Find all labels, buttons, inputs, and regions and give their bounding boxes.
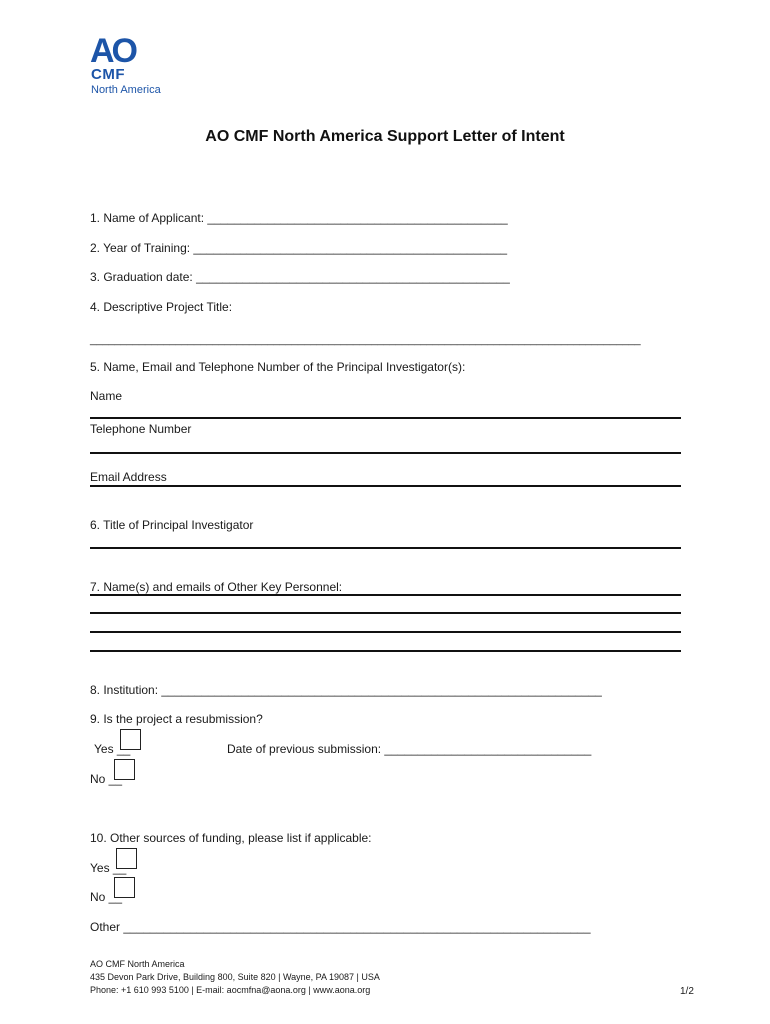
resubmission-yes-label: Yes __ [94, 742, 131, 756]
project-title-field[interactable]: __________________________________________________________________________________________ [90, 334, 641, 346]
previous-submission-date-field[interactable]: Date of previous submission: _______________________________ [227, 742, 592, 756]
page-title: AO CMF North America Support Letter of Intent [205, 128, 565, 145]
key-personnel-line[interactable] [90, 594, 681, 596]
other-funding-label: 10. Other sources of funding, please list if applicable: [90, 831, 372, 845]
institution-field[interactable]: 8. Institution: __________________________________________________________________ [90, 683, 602, 697]
ao-cmf-logo [90, 32, 210, 100]
resubmission-no-label: No __ [90, 772, 123, 786]
year-of-training-field[interactable]: 2. Year of Training: _______________________________________________ [90, 241, 508, 255]
key-personnel-line[interactable] [90, 612, 681, 614]
pi-name-line[interactable] [90, 417, 681, 419]
logo-sub: CMF [91, 66, 125, 83]
pi-phone-label: Telephone Number [90, 422, 192, 436]
page-number: 1/2 [680, 986, 694, 997]
project-title-label: 4. Descriptive Project Title: [90, 300, 233, 314]
graduation-date-field[interactable]: 3. Graduation date: _______________________________________________ [90, 270, 510, 284]
footer-contact: Phone: +1 610 993 5100 | E-mail: aocmfna@aona.org | www.aona.org [90, 985, 371, 995]
key-personnel-line[interactable] [90, 631, 681, 633]
pi-name-label: Name [90, 389, 123, 403]
applicant-name-field[interactable]: 1. Name of Applicant: _____________________________________________ [90, 211, 508, 225]
other-funding-no-label: No __ [90, 890, 123, 904]
other-funding-yes-checkbox[interactable] [116, 848, 137, 869]
resubmission-no-checkbox[interactable] [114, 759, 135, 780]
resubmission-yes-checkbox[interactable] [120, 729, 141, 750]
pi-contact-label: 5. Name, Email and Telephone Number of the Principal Investigator(s): [90, 360, 466, 374]
other-funding-no-checkbox[interactable] [114, 877, 135, 898]
key-personnel-line[interactable] [90, 650, 681, 652]
pi-title-label: 6. Title of Principal Investigator [90, 518, 254, 532]
logo-region: North America [91, 84, 161, 96]
footer-org: AO CMF North America [90, 959, 185, 969]
other-funding-other-field[interactable]: Other ______________________________________________________________________ [90, 920, 591, 934]
pi-title-line[interactable] [90, 547, 681, 549]
resubmission-label: 9. Is the project a resubmission? [90, 712, 263, 726]
pi-email-line[interactable] [90, 485, 681, 487]
logo-mark: AO [90, 32, 135, 70]
pi-phone-line[interactable] [90, 452, 681, 454]
footer-address: 435 Devon Park Drive, Building 800, Suite 820 | Wayne, PA 19087 | USA [90, 972, 380, 982]
other-funding-yes-label: Yes __ [90, 861, 127, 875]
key-personnel-label: 7. Name(s) and emails of Other Key Personnel: [90, 580, 343, 594]
pi-email-label: Email Address [90, 470, 167, 484]
